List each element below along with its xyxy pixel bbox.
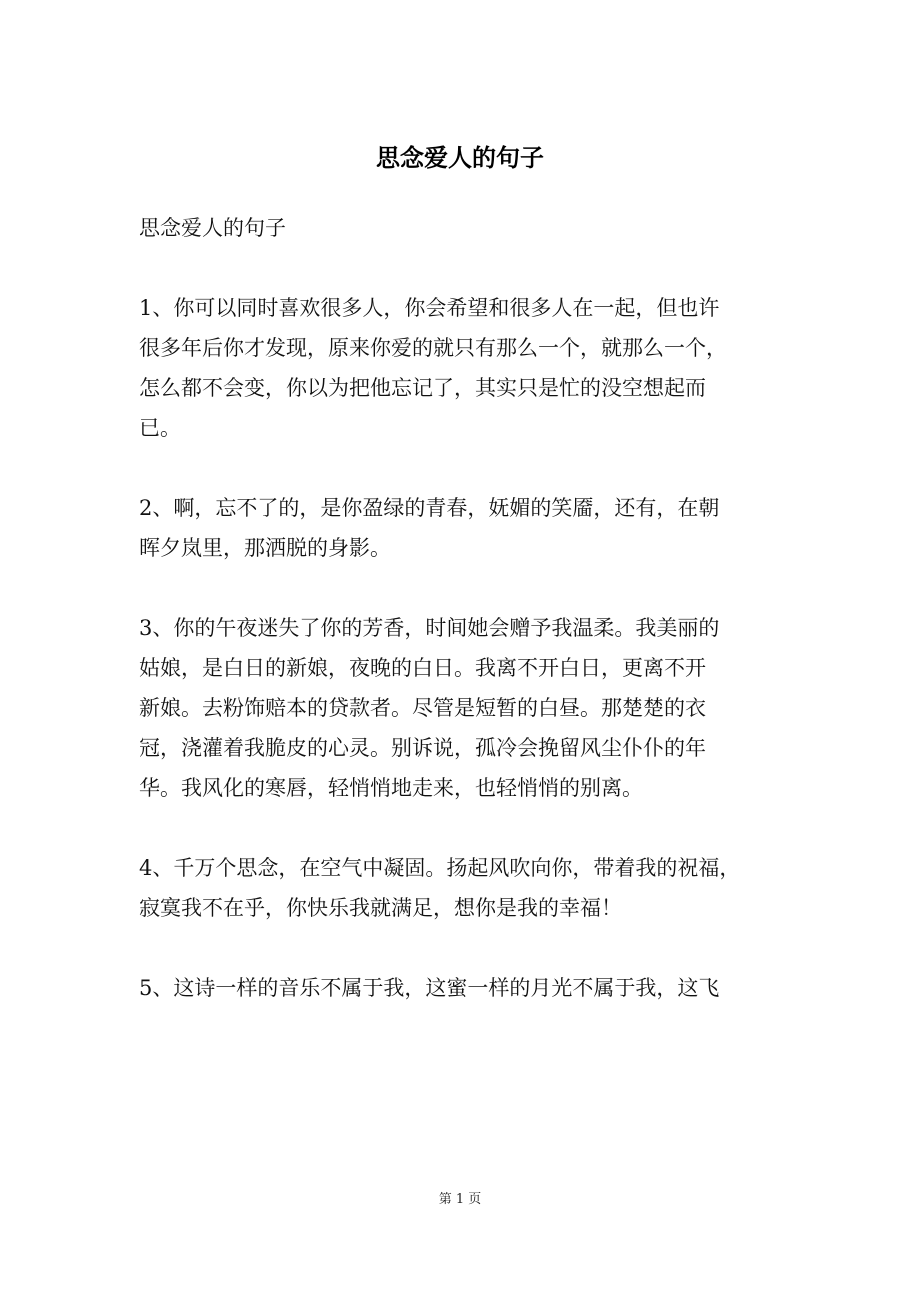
paragraph-5: [139, 968, 799, 1008]
paragraph-4: [139, 848, 799, 928]
paragraph-line: 姑娘，是白日的新娘，夜晚的白日。我离不开白日，更离不开: [139, 656, 706, 680]
paragraph-line: 寂寞我不在乎，你快乐我就满足，想你是我的幸福！: [139, 896, 622, 920]
paragraph-line: 新娘。去粉饰赔本的贷款者。尽管是短暂的白昼。那楚楚的衣: [139, 696, 706, 720]
paragraph-line: 4、千万个思念，在空气中凝固。扬起风吹向你，带着我的祝福，: [139, 856, 741, 880]
subtitle-paragraph: [139, 208, 799, 248]
paragraph-2: [139, 488, 799, 568]
paragraph-line: 华。我风化的寒唇，轻悄悄地走来，也轻悄悄的别离。: [139, 776, 643, 800]
paragraph-line: 怎么都不会变，你以为把他忘记了，其实只是忙的没空想起而: [139, 376, 706, 400]
subtitle-line: 思念爱人的句子: [139, 216, 286, 240]
paragraph-line: 冠，浇灌着我脆皮的心灵。别诉说，孤冷会挽留风尘仆仆的年: [139, 736, 706, 760]
paragraph-line: 晖夕岚里，那洒脱的身影。: [139, 536, 391, 560]
paragraph-3: [139, 608, 799, 808]
paragraph-line: 2、啊，忘不了的，是你盈绿的青春，妩媚的笑靥，还有，在朝: [139, 496, 720, 520]
page-number: 第 1 页: [438, 1192, 482, 1207]
document-title: 思念爱人的句子: [376, 144, 544, 172]
paragraph-line: 很多年后你才发现，原来你爱的就只有那么一个，就那么一个，: [139, 336, 727, 360]
document-body: [139, 208, 799, 1048]
paragraph-line: 1、你可以同时喜欢很多人，你会希望和很多人在一起，但也许: [139, 296, 720, 320]
paragraph-line: 5、这诗一样的音乐不属于我，这蜜一样的月光不属于我，这飞: [139, 976, 720, 1000]
paragraph-line: 已。: [139, 416, 181, 440]
paragraph-1: [139, 288, 799, 448]
paragraph-line: 3、你的午夜迷失了你的芳香，时间她会赠予我温柔。我美丽的: [139, 616, 720, 640]
